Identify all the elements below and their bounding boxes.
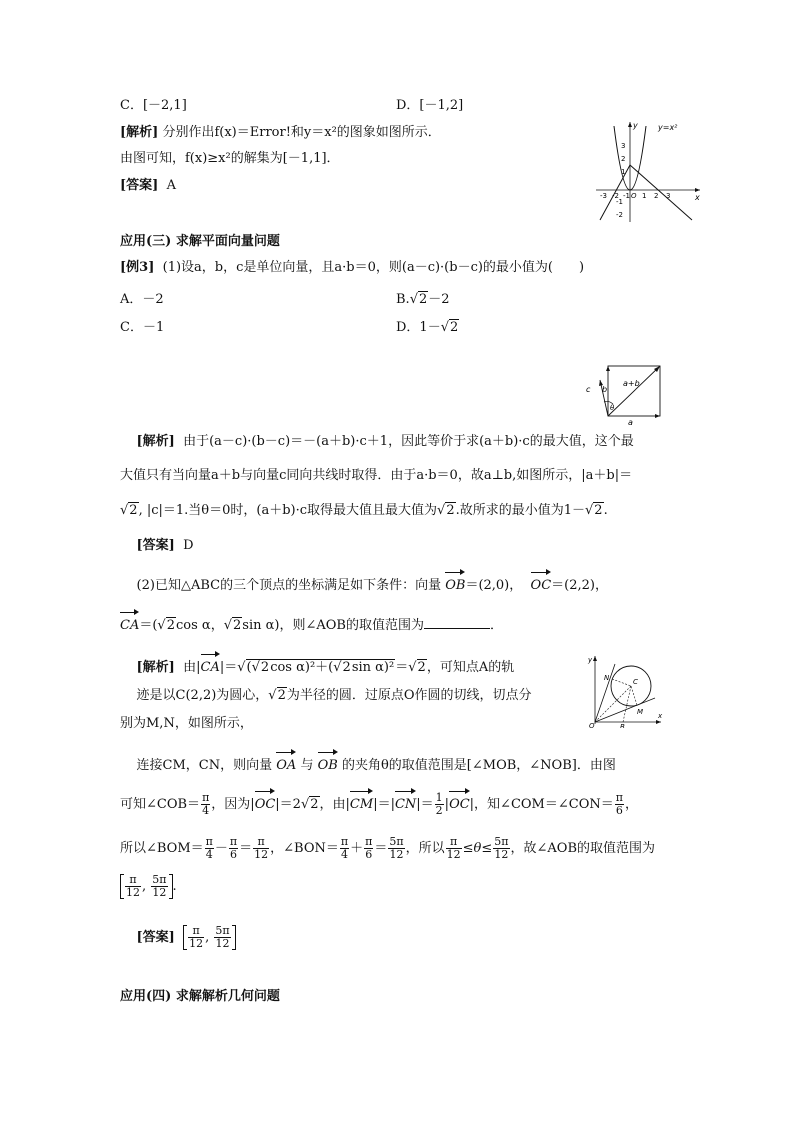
option-b-suffix: －2 [428,292,450,307]
denominator: 12 [494,848,509,861]
equals: ＝ [374,841,388,856]
x-axis-arrow [656,720,661,724]
fraction [493,836,509,861]
y-tick-label: 1 [621,168,626,176]
option-c: C．[－2,1] [120,98,187,113]
option-a: A．－2 [120,292,164,307]
denominator: 12 [254,848,269,861]
analysis-3-line-2 [120,789,638,817]
a3-part: 连接CM，CN，则向量 [136,758,273,773]
a2-part: sin α)² [351,660,395,675]
diagonal-a-plus-b [608,366,660,416]
sqrt: √2 [440,320,459,335]
fraction [151,874,167,899]
example-3-question [120,258,584,278]
m-label: M [637,708,644,716]
x-tick-label: 3 [666,192,671,200]
analysis-2-line-3: 别为M,N，如图所示， [120,716,253,731]
fraction [364,836,373,861]
a2-part: ＝ [395,660,409,675]
y-tick-label: 3 [621,142,626,150]
denominator: 12 [152,886,167,899]
sqrt-content: 2 [277,688,286,703]
option-d-prefix: D．1－ [396,320,441,335]
vector-ca: CA [120,610,139,636]
q2-ob-value: ＝(2,0)， [465,578,523,593]
answer-1-line [120,536,194,556]
a3-part: |，知∠COM＝∠CON＝ [469,797,614,812]
sqrt-content: 2 [418,292,428,307]
sqrt: √2 [437,503,455,518]
sqrt-big: √(√2cos α)²＋(√2sin α)² [237,658,395,678]
vector-ca: CA [201,652,220,678]
sqrt-content: 2 [129,503,138,518]
vector-oa: OA [276,750,296,776]
fraction [201,792,210,817]
b-label: B [620,723,625,728]
denominator: 6 [365,848,373,861]
sqrt-content: 2 [310,797,319,812]
y-label: y [588,656,593,664]
denominator: 4 [202,804,210,817]
numerator: π [229,835,238,848]
y-tick-label: -2 [616,211,623,219]
q2-end: ． [489,618,503,633]
a3-part: 所以∠BOM＝ [120,841,204,856]
a3-part: ，故∠AOB的取值范围为 [510,841,655,856]
label-b: b [602,385,608,394]
a3-part: 可知∠COB＝ [120,797,201,812]
sqrt-content: 2 [594,503,603,518]
fraction [188,925,204,950]
y-axis-label: y [633,121,638,130]
vector-a-arrow [655,414,660,418]
tangent-om [595,698,655,722]
solution-text: 分别作出f(x)＝Error!和y＝x²的图象如图所示． [162,125,441,140]
period: . [603,503,608,518]
example-text: (1)设a，b，c是单位向量，且a·b＝0，则(a－c)·(b－c)的最小值为( ) [162,260,585,275]
a3-part: |＝ [416,797,434,812]
a2-part: 迹是以C(2,2)为圆心， [136,688,269,703]
sqrt-content: 2 [450,320,459,335]
denominator: 2 [435,804,443,817]
numerator: 5π [215,924,230,937]
x-tick-label: -1 [623,192,630,200]
q2-part: sin α)，则∠AOB的取值范围为 [242,618,424,633]
period: . [172,879,177,894]
analysis-2-line-1 [120,652,514,678]
minus: － [214,841,228,856]
denominator: 12 [446,848,461,861]
option-c2: C．－1 [120,320,165,335]
a3-part: | [444,797,450,812]
fraction [340,836,349,861]
curve-label: y=x² [658,123,678,132]
numerator: π [340,835,349,848]
equals: ＝ [239,841,253,856]
denominator: 6 [230,848,238,861]
y-axis-arrow [628,122,632,127]
x-axis-label: x [695,193,700,202]
a2-part: ( [246,660,252,675]
comma: , [205,930,210,945]
sqrt: √2 [409,292,428,307]
vector-cn: CN [395,789,416,815]
vector-ob: OB [445,570,465,596]
denominator: 6 [615,804,623,817]
x-tick-label: 1 [642,192,647,200]
fraction [253,836,269,861]
label-theta: θ [610,404,615,412]
a3-part: ，∠BON＝ [270,841,339,856]
fraction [205,836,214,861]
denominator: 12 [389,848,404,861]
numerator: π [253,836,269,849]
c-label: C [633,678,638,686]
section-heading-4: 应用(四) 求解解析几何问题 [120,989,280,1004]
sqrt: √2 [157,618,175,633]
denominator: 12 [126,886,140,899]
radius-cm [631,686,637,705]
sqrt-content: 2 [417,660,426,675]
analysis-3-range [120,874,177,899]
example-tag: [例3] [120,260,155,275]
fraction [125,874,141,899]
y-axis-arrow [593,656,597,661]
sqrt: √2 [585,503,603,518]
x-tick-label: 2 [654,192,659,200]
a2-part: 为半径的圆．过原点O作圆的切线，切点分 [286,688,532,703]
solution-tag: [解析] [120,125,159,140]
vector-b-arrow [606,366,610,371]
numerator: 1 [435,791,443,804]
sqrt: √2 [268,688,286,703]
numerator: π [365,835,373,848]
a3-part: 的夹角θ的取值范围是[∠MOB，∠NOB]．由图 [341,758,616,773]
a2-part: |＝ [219,660,238,675]
line-oc [595,686,631,722]
sqrt: √2 [408,660,426,675]
option-d2 [396,318,459,338]
denominator: 4 [205,848,213,861]
question-2-line-2 [120,610,503,636]
answer-value: D [183,538,194,553]
label-a: a [628,418,633,426]
y-tick-label: 2 [621,155,626,163]
x-tick-label: -2 [612,192,619,200]
answer-line [120,176,176,196]
n-label: N [604,674,610,682]
vector-cm: CM [350,789,373,815]
numerator: 5π [389,835,404,848]
sqrt-content: 2 [446,503,455,518]
a3-part: 与 [300,758,314,773]
inequality: ≤θ≤ [462,841,493,856]
answer-tag: [答案] [136,930,175,945]
numerator: π [205,835,213,848]
sqrt: √2 [300,797,319,812]
question-2-line-1 [120,570,608,596]
numerator: π [615,791,623,804]
numerator: π [202,791,210,804]
vector-ob: OB [318,750,338,776]
analysis-1-line-1 [120,432,634,452]
numerator: 5π [152,873,167,886]
analysis-2-line-2 [120,686,532,706]
answer-2-line [120,925,236,950]
parabola-abs-graph [592,118,704,224]
sqrt: √2 [223,618,242,633]
vector-oc: OC [449,789,470,815]
x-label: x [658,712,663,720]
plus: ＋ [350,841,364,856]
numerator: π [125,874,141,887]
answer-blank [424,616,490,629]
a3-part: ，所以 [405,841,445,856]
a3-part: |＝2 [275,797,301,812]
analysis-end: .故所求的最小值为1－ [455,503,585,518]
circle-tangent-figure [585,652,665,728]
q2-part: ＝( [139,618,158,633]
denominator: 12 [215,937,230,950]
x-tick-label: -3 [600,192,607,200]
numerator: π [188,925,204,938]
fraction [229,836,238,861]
sqrt-content: 2 [233,618,242,633]
analysis-1-line-3 [120,501,608,521]
a3-part: ，由| [319,797,350,812]
radius-cn [612,679,631,686]
answer-tag: [答案] [136,538,175,553]
analysis-tag: [解析] [136,434,175,449]
a2-part: ，可知点A的轨 [426,660,515,675]
answer-tag: [答案] [120,178,159,193]
option-d: D．[－1,2] [396,98,464,113]
fraction [214,925,230,950]
x-axis-arrow [695,188,700,192]
a2-part: cos α)²＋( [270,660,334,675]
label-a-plus-b: a+b [623,379,640,388]
vector-oc: OC [531,570,552,596]
sqrt-content: 2 [166,618,175,633]
analysis-mid: , |c|＝1.当θ＝0时，(a＋b)·c取得最大值且最大值为 [138,503,438,518]
sqrt: √2 [251,660,270,675]
o-label: O [589,722,595,728]
analysis-1-line-2: 大值只有当向量a＋b与向量c同向共线时取得．由于a·b＝0，故a⊥b,如图所示，|a＋b|＝ [120,468,633,483]
fraction [615,792,624,817]
analysis-text-1: 由于(a－c)·(b－c)＝－(a＋b)·c＋1，因此等价于求(a＋b)·c的最大值，这个最 [183,434,634,449]
option-b-prefix: B. [396,292,410,307]
vector-oc: OC [255,789,276,815]
answer-range-bracket [183,925,236,950]
q2-oc-value: ＝(2,2)， [551,578,608,593]
analysis-tag: [解析] [136,660,175,675]
sqrt-content: 2 [342,660,351,675]
y-tick-label: -1 [616,198,623,206]
conclusion-line: 由图可知，f(x)≥x²的解集为[－1,1]． [120,151,340,166]
q2-part: cos α， [176,618,224,633]
answer-value: A [166,178,176,193]
q2-text: (2)已知△ABC的三个顶点的坐标满足如下条件：向量 [136,578,442,593]
numerator: 5π [494,835,509,848]
comma: , [142,879,147,894]
a2-part: 由| [183,660,201,675]
analysis-3-line-3 [120,836,655,861]
line-bc [623,686,631,722]
label-c: c [586,385,591,394]
option-b [396,290,450,310]
fraction [435,792,444,817]
solution-line [120,123,441,143]
range-bracket [120,874,173,899]
fraction [388,836,404,861]
a3-part: |＝| [373,797,395,812]
origin-label: O [631,192,637,200]
denominator: 12 [189,937,204,950]
numerator: π [446,836,462,849]
sqrt-content: 2 [260,660,270,675]
vector-square-figure [582,362,666,426]
fraction [446,836,462,861]
sqrt: √2 [120,503,138,518]
section-heading-3: 应用(三) 求解平面向量问题 [120,234,280,249]
denominator: 4 [341,848,348,861]
a3-part: ， [624,797,638,812]
sqrt: √2 [333,660,351,675]
a3-part: ，因为| [211,797,255,812]
analysis-3-line-1 [120,750,616,776]
